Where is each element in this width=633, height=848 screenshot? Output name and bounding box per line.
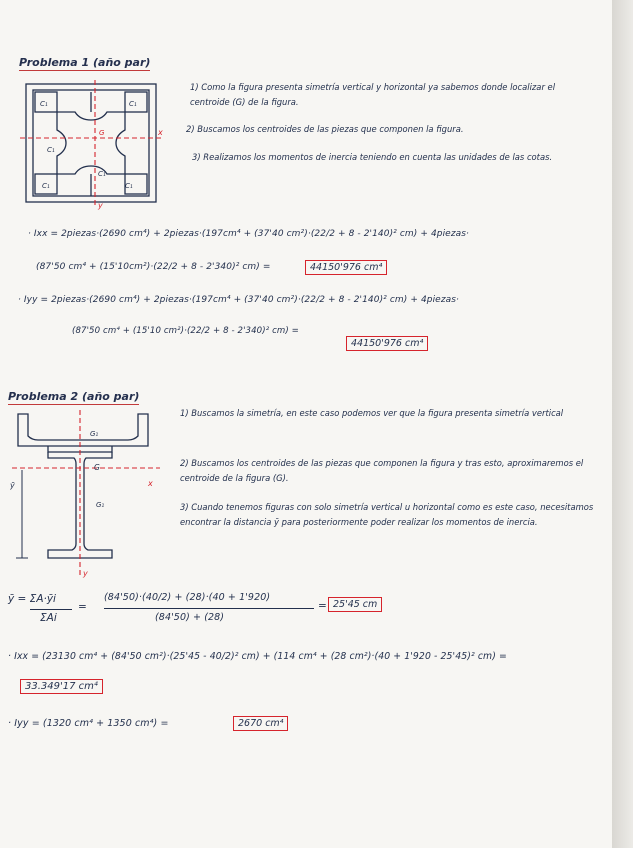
p1-iyy-result: 44150'976 cm⁴ <box>346 336 428 351</box>
c1-label-l: C₁ <box>47 146 55 154</box>
g-label-2: G <box>94 463 100 472</box>
ybar-result: 25'45 cm <box>328 597 382 612</box>
c1-label-tl: C₁ <box>40 100 48 108</box>
p2-ixx-result: 33.349'17 cm⁴ <box>20 679 103 694</box>
p2-step-2: 2) Buscamos los centroides de las piezas que componen la figura y tras esto, aproximaremos el centroide de la figura (G). <box>180 458 584 483</box>
g1-label-web: G₁ <box>96 501 105 509</box>
problem1-figure <box>20 80 170 210</box>
problem1-title: Problema 1 (año par) <box>19 56 151 69</box>
g-label: G <box>99 129 105 137</box>
p2-ixx-line: · Ixx = (23130 cm⁴ + (84'50 cm²)·(25'45 - 40/2)² cm) + (114 cm⁴ + (28 cm²)·(40 + 1'920 - 25'45)² cm) = <box>8 651 507 662</box>
y-axis-label: y <box>98 201 103 210</box>
ybar-lhs-bar <box>30 609 72 610</box>
x-axis-label-2: x <box>148 479 153 488</box>
g1-label-top: G₁ <box>90 430 99 438</box>
p2-step-3: 3) Cuando tenemos figuras con solo simetría vertical u horizontal como es este caso, necesitamos encontrar la distancia ȳ para posteriormente poder realizar los momentos de inercia. <box>180 502 594 527</box>
ybar-lhs-num: ȳ = ΣA·ȳi <box>8 593 56 605</box>
p2-step-1: 1) Buscamos la simetría, en este caso podemos ver que la figura presenta simetría vertical <box>180 408 564 418</box>
p1-iyy-line2: (87'50 cm⁴ + (15'10 cm²)·(22/2 + 8 - 2'340)² cm) = <box>72 326 299 336</box>
p2-iyy-result: 2670 cm⁴ <box>233 716 288 731</box>
page-edge <box>612 0 633 848</box>
p1-ixx-line1: · Ixx = 2piezas·(2690 cm⁴) + 2piezas·(197cm⁴ + (37'40 cm²)·(22/2 + 8 - 2'140)² cm) + 4piezas· <box>28 229 470 239</box>
ybar-fraction-bar <box>104 608 314 609</box>
ybar-label: ȳ <box>10 481 15 490</box>
c1-label-b: C₁ <box>98 170 106 178</box>
problem2-figure <box>10 408 165 580</box>
c1-label-bl: C₁ <box>42 182 50 190</box>
y-axis-label-2: y <box>83 569 88 578</box>
x-axis-label: x <box>158 128 163 137</box>
p1-step-2: 2) Buscamos los centroides de las piezas que componen la figura. <box>186 124 464 134</box>
p1-step-3: 3) Realizamos los momentos de inercia teniendo en cuenta las unidades de las cotas. <box>192 152 553 162</box>
ybar-numerator: (84'50)·(40/2) + (28)·(40 + 1'920) <box>104 592 271 603</box>
c1-label-br: C₁ <box>125 182 133 190</box>
p1-ixx-result: 44150'976 cm⁴ <box>305 260 387 275</box>
c1-label-tr: C₁ <box>129 100 137 108</box>
p2-iyy-line: · Iyy = (1320 cm⁴ + 1350 cm⁴) = <box>8 718 169 729</box>
ybar-lhs-den: ΣAi <box>40 612 57 624</box>
p1-iyy-line1: · Iyy = 2piezas·(2690 cm⁴) + 2piezas·(197cm⁴ + (37'40 cm²)·(22/2 + 8 - 2'140)² cm) + 4piezas· <box>18 295 460 305</box>
ybar-denominator: (84'50) + (28) <box>155 612 225 623</box>
p1-ixx-line2: (87'50 cm⁴ + (15'10cm²)·(22/2 + 8 - 2'340)² cm) = <box>36 262 271 272</box>
problem2-title: Problema 2 (año par) <box>8 390 140 403</box>
equals-sign-2: = <box>318 600 327 612</box>
equals-sign: = <box>78 601 87 613</box>
p1-step-1: 1) Como la figura presenta simetría vertical y horizontal ya sabemos donde localizar el centroide (G) de la figura. <box>190 82 556 107</box>
